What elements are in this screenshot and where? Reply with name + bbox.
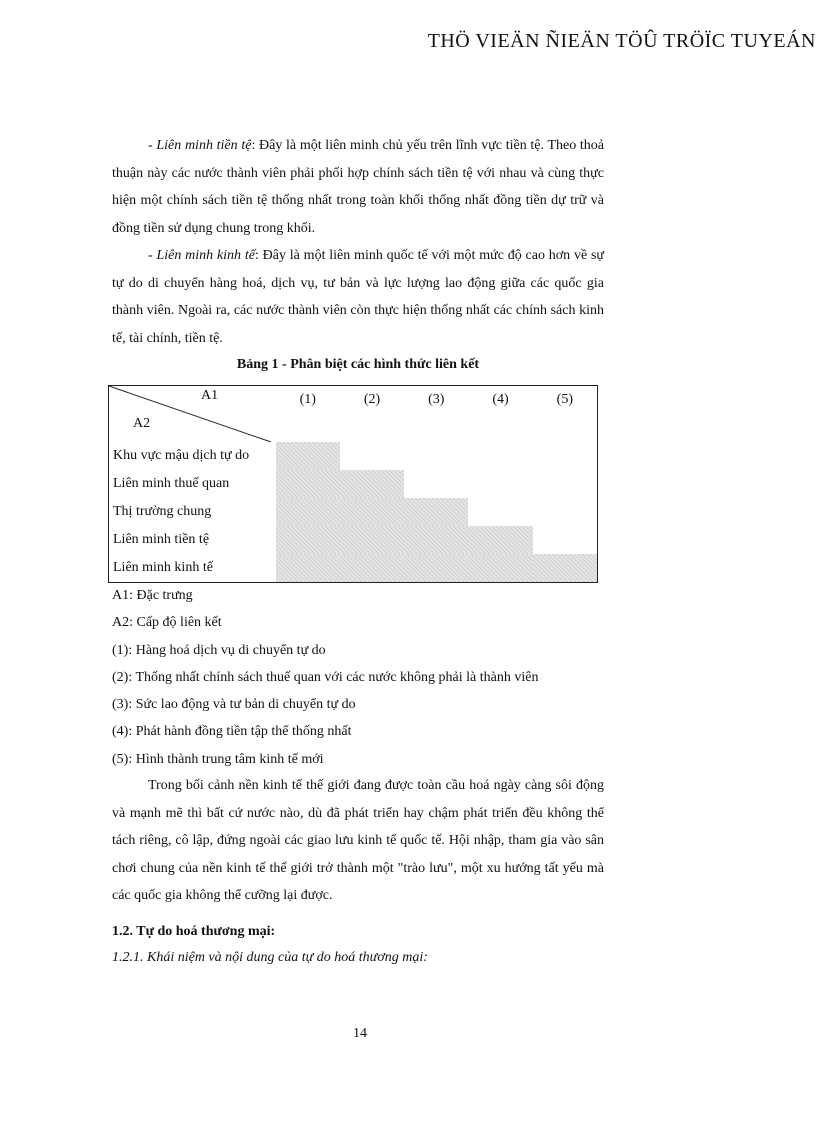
legend-item: (5): Hình thành trung tâm kinh tế mới: [112, 751, 324, 767]
table-row: [109, 498, 598, 526]
section-heading: 1.2. Tự do hoá thương mại:: [112, 924, 276, 939]
corner-diagonal: [109, 386, 275, 442]
term-monetary-union: - Liên minh tiền tệ: [148, 138, 252, 153]
table-cell-filled: [468, 554, 532, 583]
table-row: [109, 554, 598, 583]
table-cell-filled: [533, 554, 598, 583]
legend-item: (3): Sức lao động và tư bản di chuyển tự do: [112, 697, 356, 713]
column-header: (5): [556, 392, 573, 407]
table-cell-filled: [276, 470, 340, 498]
table-cell: [533, 526, 598, 554]
paragraph-globalization: Trong bối cảnh nền kinh tế thế giới đang được toàn cầu hoá ngày càng sôi động và mạnh mẽ thì bất cứ nước nào, dù đã phát triển hay chậm phát triển đều không thể tách riêng, cô lập, đứng ngoài các giao lưu kinh tế quốc tế. Hội nhập, tham gia vào sân chơi chung của nền kinh tế thế giới trở thành một "trào lưu", một xu hướng tất yếu mà các quốc gia không thể cưỡng lại được.: [112, 778, 604, 903]
term-economic-union: - Liên minh kinh tế: [148, 248, 255, 263]
corner-label-a1: A1: [201, 388, 219, 403]
table-cell-filled: [276, 498, 340, 526]
row-label: Liên minh tiền tệ: [113, 532, 210, 547]
table-cell: [340, 442, 404, 470]
text-economic-union: : Đây là một liên minh quốc tế với một mức độ cao hơn về sự tự do di chuyển hàng hoá, dịch vụ, tư bản và lực lượng lao động giữa các quốc gia thành viên. Ngoài ra, các nước thành viên còn thực hiện thống nhất các chính sách kinh tế, tài chính, tiền tệ.: [112, 248, 605, 346]
legend-item: A1: Đặc trưng: [112, 588, 193, 603]
legend-item: (4): Phát hành đồng tiền tập thể thống nhất: [112, 724, 352, 740]
table-row: [109, 442, 598, 470]
text-monetary-union: : Đây là một liên minh chủ yếu trên lĩnh vực tiền tệ. Theo thoả thuận này các nước thành viên phải phối hợp chính sách tiền tệ với nhau và cùng thực hiện một chính sách tiền tệ thống nhất trong toàn khối thống nhất đồng tiền dự trữ và đồng tiền sử dụng chung trong khối.: [112, 138, 605, 236]
comparison-table: [108, 385, 598, 583]
page-number: 14: [353, 1026, 367, 1041]
table-cell: [404, 470, 468, 498]
table-cell-filled: [340, 470, 404, 498]
paragraph-economic-union: [112, 242, 604, 352]
table-cell: [404, 442, 468, 470]
table-cell-filled: [276, 442, 340, 470]
table-cell: [533, 498, 598, 526]
subsection-heading: 1.2.1. Khái niệm và nội dung của tự do hoá thương mại:: [112, 950, 428, 965]
table-header-row: [109, 386, 598, 415]
row-label: Liên minh kinh tế: [113, 560, 213, 575]
row-label: Liên minh thuế quan: [113, 476, 230, 491]
column-header: (2): [363, 392, 381, 407]
table-cell-filled: [340, 526, 404, 554]
table-cell-filled: [340, 554, 404, 583]
column-header: (4): [492, 392, 509, 407]
body-block-1: [112, 132, 604, 352]
table-cell-filled: [340, 498, 404, 526]
legend-item: (1): Hàng hoá dịch vụ di chuyển tự do: [112, 642, 326, 658]
legend-item: A2: Cấp độ liên kết: [112, 615, 222, 631]
table-row: [109, 526, 598, 554]
table-cell-filled: [404, 526, 468, 554]
column-header: (1): [299, 392, 316, 407]
corner-label-a2: A2: [133, 416, 151, 431]
table-legend: [112, 582, 604, 773]
table-cell: [533, 470, 598, 498]
page-header: THÖ VIEÄN ÑIEÄN TÖÛ TRÖÏC TUYEÁN: [427, 30, 816, 52]
paragraph-monetary-union: [112, 132, 604, 242]
table-cell-filled: [276, 554, 340, 583]
table-cell: [468, 442, 532, 470]
column-header: (3): [428, 392, 445, 407]
table-cell-filled: [404, 554, 468, 583]
legend-item: (2): Thống nhất chính sách thuế quan với các nước không phải là thành viên: [112, 669, 539, 685]
table-cell: [468, 498, 532, 526]
body-block-2: [112, 772, 604, 910]
table-cell-filled: [468, 526, 532, 554]
table-caption: Bảng 1 - Phân biệt các hình thức liên kết: [236, 357, 480, 372]
row-label: Khu vực mậu dịch tự do: [113, 448, 250, 463]
table-cell: [533, 442, 598, 470]
table-cell: [468, 470, 532, 498]
row-label: Thị trường chung: [113, 504, 212, 519]
table-cell-filled: [404, 498, 468, 526]
table-row: [109, 470, 598, 498]
table-cell-filled: [276, 526, 340, 554]
table-corner-cell: [109, 386, 276, 443]
